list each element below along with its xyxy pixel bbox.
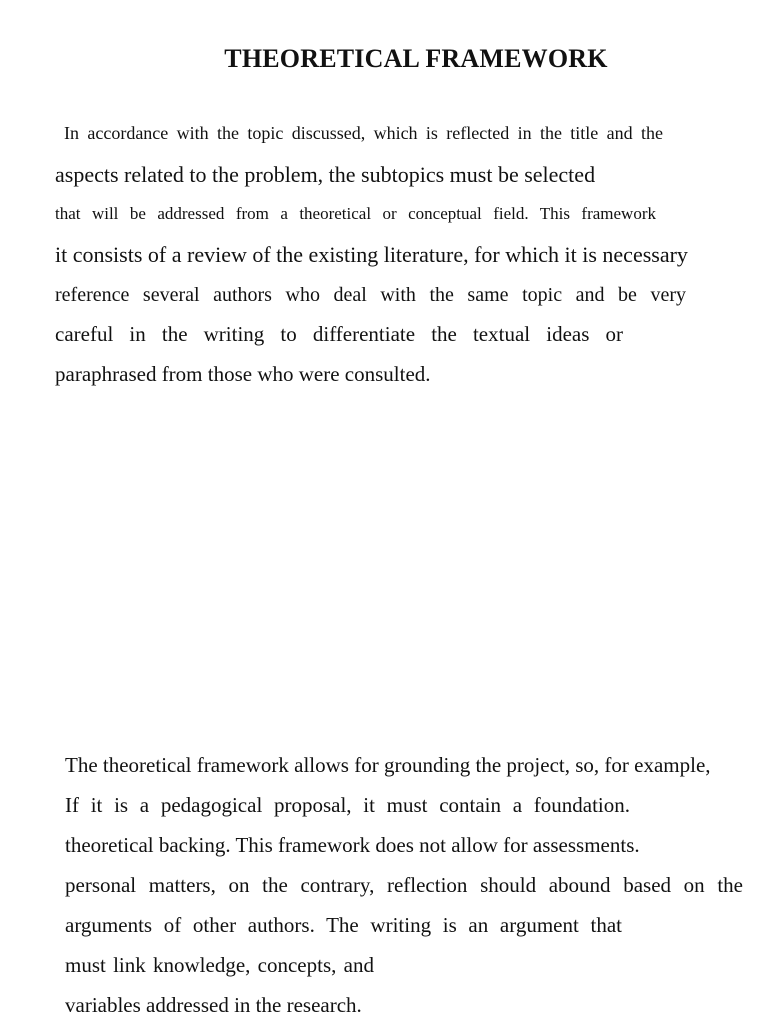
paragraph-1-line-2: aspects related to the problem, the subtopics must be selected bbox=[55, 162, 596, 187]
paragraph-2-line-3: theoretical backing. This framework does not allow for assessments. bbox=[65, 833, 640, 857]
paragraph-2-line-1: The theoretical framework allows for grounding the project, so, for example, bbox=[65, 753, 711, 777]
paragraph-1-line-1: In accordance with the topic discussed, which is reflected in the title and the bbox=[64, 123, 663, 143]
paragraph-1-line-4: it consists of a review of the existing literature, for which it is necessary bbox=[55, 242, 688, 267]
paragraph-2-line-6: must link knowledge, concepts, and bbox=[65, 953, 374, 977]
paragraph-2-line-7: variables addressed in the research. bbox=[65, 993, 362, 1017]
paragraph-2-line-2: If it is a pedagogical proposal, it must contain a foundation. bbox=[65, 793, 630, 817]
paragraph-1-line-6: careful in the writing to differentiate the textual ideas or bbox=[55, 322, 623, 346]
paragraph-1-line-5: reference several authors who deal with the same topic and be very bbox=[55, 284, 686, 306]
paragraph-2-line-4: personal matters, on the contrary, reflection should abound based on the bbox=[65, 873, 743, 897]
page-title: THEORETICAL FRAMEWORK bbox=[224, 44, 608, 73]
paragraph-1-line-3: that will be addressed from a theoretical or conceptual field. This framework bbox=[55, 204, 656, 223]
paragraph-1-line-7: paraphrased from those who were consulted. bbox=[55, 362, 431, 386]
paragraph-2-line-5: arguments of other authors. The writing is an argument that bbox=[65, 913, 622, 937]
